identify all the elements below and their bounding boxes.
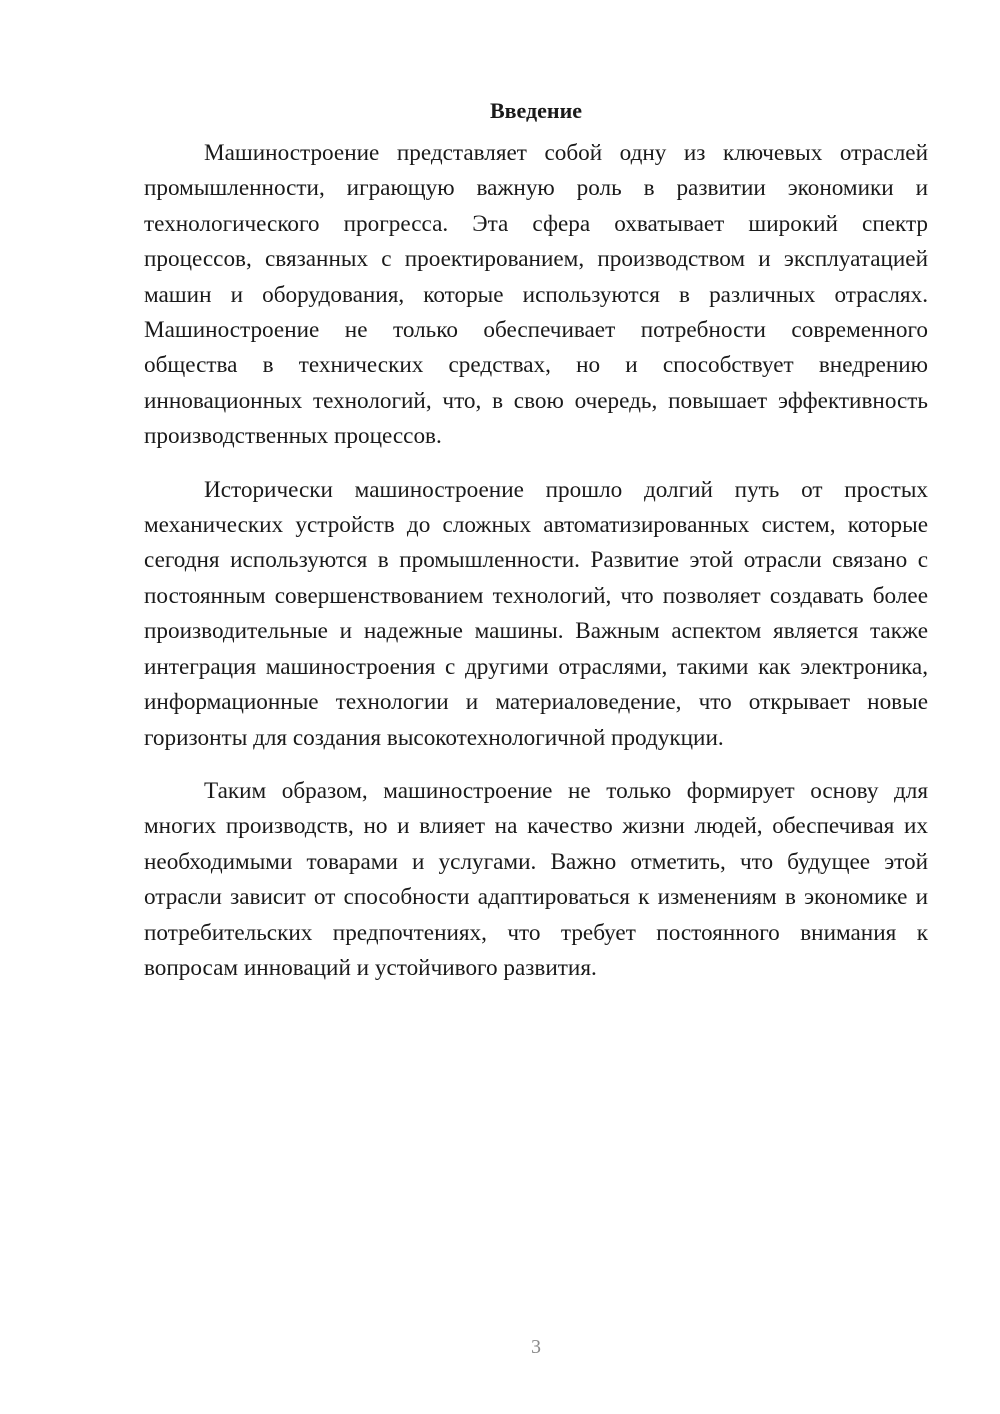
paragraph-1: Машиностроение представляет собой одну из ключевых отраслей промышленности, играющую важную роль в развитии экономики и технологического прогресса. Эта сфера охватывает широкий спектр процессов, связанных с проектированием, производством и эксплуатацией машин и оборудования, которые используются в различных отраслях. Машиностроение не только обеспечивает потребности современного общества в технических средствах, но и способствует внедрению инновационных технологий, что, в свою очередь, повышает эффективность производственных процессов. xyxy=(144,140,928,450)
paragraph-3: Таким образом, машиностроение не только формирует основу для многих производств, но и влияет на качество жизни людей, обеспечивая их необходимыми товарами и услугами. Важно отметить, что будущее этой отрасли зависит от способности адаптироваться к изменениям в экономике и потребительских предпочтениях, что требует постоянного внимания к вопросам инноваций и устойчивого развития. xyxy=(144,777,928,981)
paragraph-2: Исторически машиностроение прошло долгий путь от простых механических устройств до сложных автоматизированных систем, которые сегодня используются в промышленности. Развитие этой отрасли связано с постоянным совершенствованием технологий, что позволяет создавать более производительные и надежные машины. Важным аспектом является также интеграция машиностроения с другими отраслями, такими как электроника, информационные технологии и материаловедение, что открывает новые горизонты для создания высокотехнологичной продукции. xyxy=(144,476,928,751)
page-number: 3 xyxy=(531,1336,541,1358)
section-heading: Введение xyxy=(489,98,583,123)
page-content xyxy=(144,94,928,1004)
